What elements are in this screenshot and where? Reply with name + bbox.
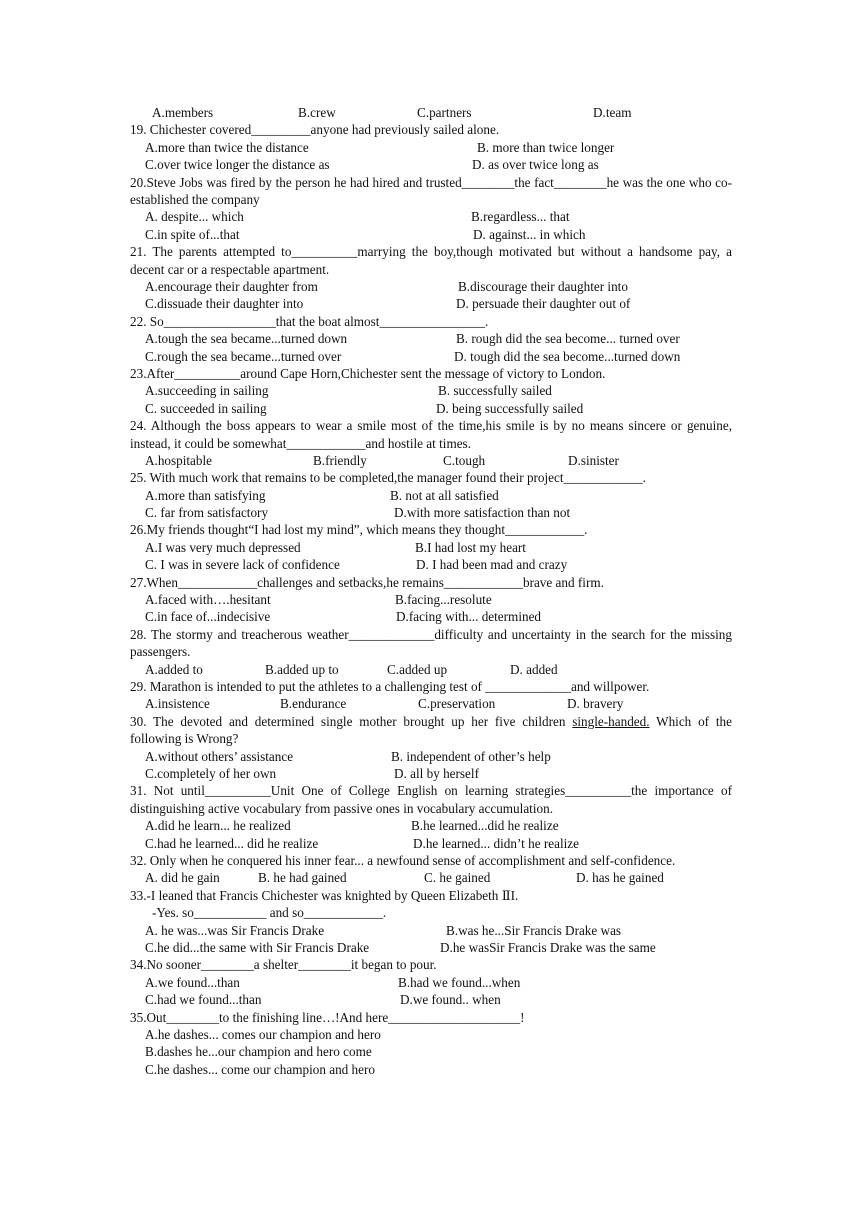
q26-option-c: C. I was in severe lack of confidence	[145, 557, 340, 573]
q21-option-c: C.dissuade their daughter into	[145, 296, 304, 312]
q24-option-d: D.sinister	[568, 452, 619, 468]
q30-option-b: B. independent of other’s help	[391, 748, 551, 764]
q21-option-d: D. persuade their daughter out of	[456, 296, 631, 312]
q22-option-c: C.rough the sea became...turned over	[145, 348, 342, 364]
q22-options-row2	[130, 348, 732, 365]
q30-stem	[130, 713, 732, 748]
q27-option-c: C.in face of...indecisive	[145, 609, 271, 625]
q31-options-row2	[130, 835, 732, 852]
q27-stem: 27.When____________challenges and setbacks,he remains____________brave and firm.	[130, 574, 604, 590]
q30-options-row2	[130, 765, 732, 782]
q30-stem-text: 30. The devoted and determined single mother brought up her five children	[130, 713, 573, 729]
q20-stem: 20.Steve Jobs was fired by the person he had hired and trusted________the fact________he was the one who co-established the company	[130, 174, 732, 207]
q33-option-c: C.he did...the same with Sir Francis Drake	[145, 939, 370, 955]
q28-option-a: A.added to	[145, 661, 203, 677]
q27-option-b: B.facing...resolute	[395, 592, 492, 608]
q23-options-row2	[130, 400, 732, 417]
q33-options-row2	[130, 939, 732, 956]
q34-option-b: B.had we found...when	[398, 974, 521, 990]
q31-option-c: C.had he learned... did he realize	[145, 835, 319, 851]
q19-options-row1	[130, 139, 732, 156]
q29-option-b: B.endurance	[280, 696, 347, 712]
q35-option-b: B.dashes he...our champion and hero come	[145, 1044, 372, 1060]
q28-option-c: C.added up	[387, 661, 448, 677]
q33-reply: -Yes. so___________ and so____________.	[152, 905, 387, 921]
q29-option-d: D. bravery	[567, 696, 624, 712]
q25-options-row1	[130, 487, 732, 504]
q19-option-b: B. more than twice longer	[477, 139, 615, 155]
q32-option-c: C. he gained	[424, 870, 491, 886]
q18-option-c: C.partners	[417, 105, 472, 120]
q35-stem: 35.Out________to the finishing line…!And here____________________!	[130, 1009, 525, 1025]
q34-stem: 34.No sooner________a shelter________it began to pour.	[130, 957, 437, 973]
q30-option-c: C.completely of her own	[145, 766, 277, 781]
q21-option-b: B.discourage their daughter into	[458, 278, 628, 294]
q18-option-d: D.team	[593, 105, 632, 120]
q25-option-a: A.more than satisfying	[145, 487, 266, 503]
q21-stem: 21. The parents attempted to__________marrying the boy,though motivated but without a handsome pay, a decent car or a respectable apartment.	[130, 244, 732, 277]
q24-option-c: C.tough	[443, 452, 486, 468]
q22-options-row1	[130, 330, 732, 347]
q27-option-d: D.facing with... determined	[396, 609, 542, 625]
q23-option-c: C. succeeded in sailing	[145, 400, 267, 416]
q20-option-a: A. despite... which	[145, 209, 244, 225]
q19-option-d: D. as over twice long as	[472, 157, 599, 173]
q19-option-c: C.over twice longer the distance as	[145, 157, 330, 173]
q32-stem: 32. Only when he conquered his inner fear... a newfound sense of accomplishment and self-confidence.	[130, 852, 676, 868]
q27-options-row1	[130, 591, 732, 608]
q20-option-c: C.in spite of...that	[145, 226, 240, 242]
q25-option-b: B. not at all satisfied	[390, 487, 499, 503]
q32-options	[130, 869, 732, 886]
q26-options-row2	[130, 556, 732, 573]
q30-underlined-term: single-handed.	[572, 713, 650, 729]
q24-option-b: B.friendly	[313, 452, 367, 468]
q33-stem: 33.-I leaned that Francis Chichester was knighted by Queen Elizabeth ⅡI.	[130, 887, 519, 903]
q33-option-d: D.he wasSir Francis Drake was the same	[440, 939, 656, 955]
q19-option-a: A.more than twice the distance	[145, 139, 309, 155]
q28-options	[130, 661, 732, 678]
q21-options-row2	[130, 295, 732, 312]
q33-options-row1	[130, 922, 732, 939]
q23-options-row1	[130, 382, 732, 399]
q33-option-a: A. he was...was Sir Francis Drake	[145, 922, 325, 938]
q23-stem: 23.After__________around Cape Horn,Chichester sent the message of victory to London.	[130, 365, 606, 381]
q31-option-a: A.did he learn... he realized	[145, 818, 291, 834]
q28-stem: 28. The stormy and treacherous weather_____________difficulty and uncertainty in the search for the missing passengers.	[130, 626, 732, 660]
q34-options-row2	[130, 991, 732, 1008]
q24-options	[130, 452, 732, 469]
q19-stem: 19. Chichester covered_________anyone had previously sailed alone.	[130, 122, 500, 138]
q31-option-b: B.he learned...did he realize	[411, 818, 559, 834]
q35-option-c: C.he dashes... come our champion and hero	[145, 1061, 375, 1077]
q18-option-a: A.members	[152, 105, 214, 120]
q28-option-d: D. added	[510, 661, 558, 677]
q21-option-a: A.encourage their daughter from	[145, 278, 318, 294]
q20-option-d: D. against... in which	[473, 226, 586, 242]
q22-option-a: A.tough the sea became...turned down	[145, 331, 348, 347]
q31-option-d: D.he learned... didn’t he realize	[413, 835, 579, 851]
q22-option-b: B. rough did the sea become... turned over	[456, 331, 680, 347]
q34-options-row1	[130, 974, 732, 991]
q21-options-row1	[130, 278, 732, 295]
q27-options-row2	[130, 608, 732, 625]
q29-options	[130, 695, 732, 712]
q30-options-row1	[130, 748, 732, 765]
q34-option-c: C.had we found...than	[145, 992, 262, 1008]
q22-option-d: D. tough did the sea become...turned down	[454, 348, 681, 364]
q20-options-row1	[130, 208, 732, 225]
q25-option-c: C. far from satisfactory	[145, 505, 269, 521]
q26-option-d: D. I had been mad and crazy	[416, 557, 568, 573]
q24-stem: 24. Although the boss appears to wear a smile most of the time,his smile is by no means sincere or genuine, instead, it could be somewhat____________and hostile at times.	[130, 418, 732, 451]
q19-options-row2	[130, 156, 732, 173]
q26-stem: 26.My friends thought“I had lost my mind”, which means they thought____________.	[130, 522, 588, 538]
q18-option-b: B.crew	[298, 105, 336, 120]
q28-option-b: B.added up to	[265, 661, 339, 677]
q29-option-a: A.insistence	[145, 696, 210, 712]
q25-options-row2	[130, 504, 732, 521]
q32-option-d: D. has he gained	[576, 870, 664, 886]
q26-option-b: B.I had lost my heart	[415, 539, 526, 555]
q18-options	[130, 104, 732, 121]
q30-option-d: D. all by herself	[394, 766, 479, 781]
q32-option-b: B. he had gained	[258, 870, 347, 886]
q31-stem: 31. Not until__________Unit One of College English on learning strategies__________the importance of distinguishing active vocabulary from passive ones in vocabulary accumulation.	[130, 783, 732, 816]
q35-option-a: A.he dashes... comes our champion and hero	[145, 1026, 381, 1042]
q22-stem: 22. So_________________that the boat almost________________.	[130, 313, 489, 329]
q27-option-a: A.faced with….hesitant	[145, 592, 271, 608]
exam-page	[130, 104, 732, 1078]
q34-option-a: A.we found...than	[145, 974, 240, 990]
q23-option-d: D. being successfully sailed	[436, 400, 584, 416]
q23-option-a: A.succeeding in sailing	[145, 383, 269, 399]
q31-options-row1	[130, 817, 732, 834]
q20-options-row2	[130, 226, 732, 243]
q25-option-d: D.with more satisfaction than not	[394, 505, 571, 521]
q26-options-row1	[130, 539, 732, 556]
q24-option-a: A.hospitable	[145, 452, 213, 468]
q30-option-a: A.without others’ assistance	[145, 748, 294, 764]
q29-stem: 29. Marathon is intended to put the athletes to a challenging test of _____________and willpower.	[130, 679, 650, 695]
q33-option-b: B.was he...Sir Francis Drake was	[446, 922, 622, 938]
q25-stem: 25. With much work that remains to be completed,the manager found their project____________.	[130, 470, 646, 486]
q30-stem-question: Which of the following is Wrong?	[130, 713, 733, 747]
q34-option-d: D.we found.. when	[400, 992, 501, 1008]
q29-option-c: C.preservation	[418, 696, 496, 712]
q23-option-b: B. successfully sailed	[438, 383, 552, 399]
q32-option-a: A. did he gain	[145, 870, 220, 886]
q20-option-b: B.regardless... that	[471, 209, 570, 225]
q26-option-a: A.I was very much depressed	[145, 539, 301, 555]
